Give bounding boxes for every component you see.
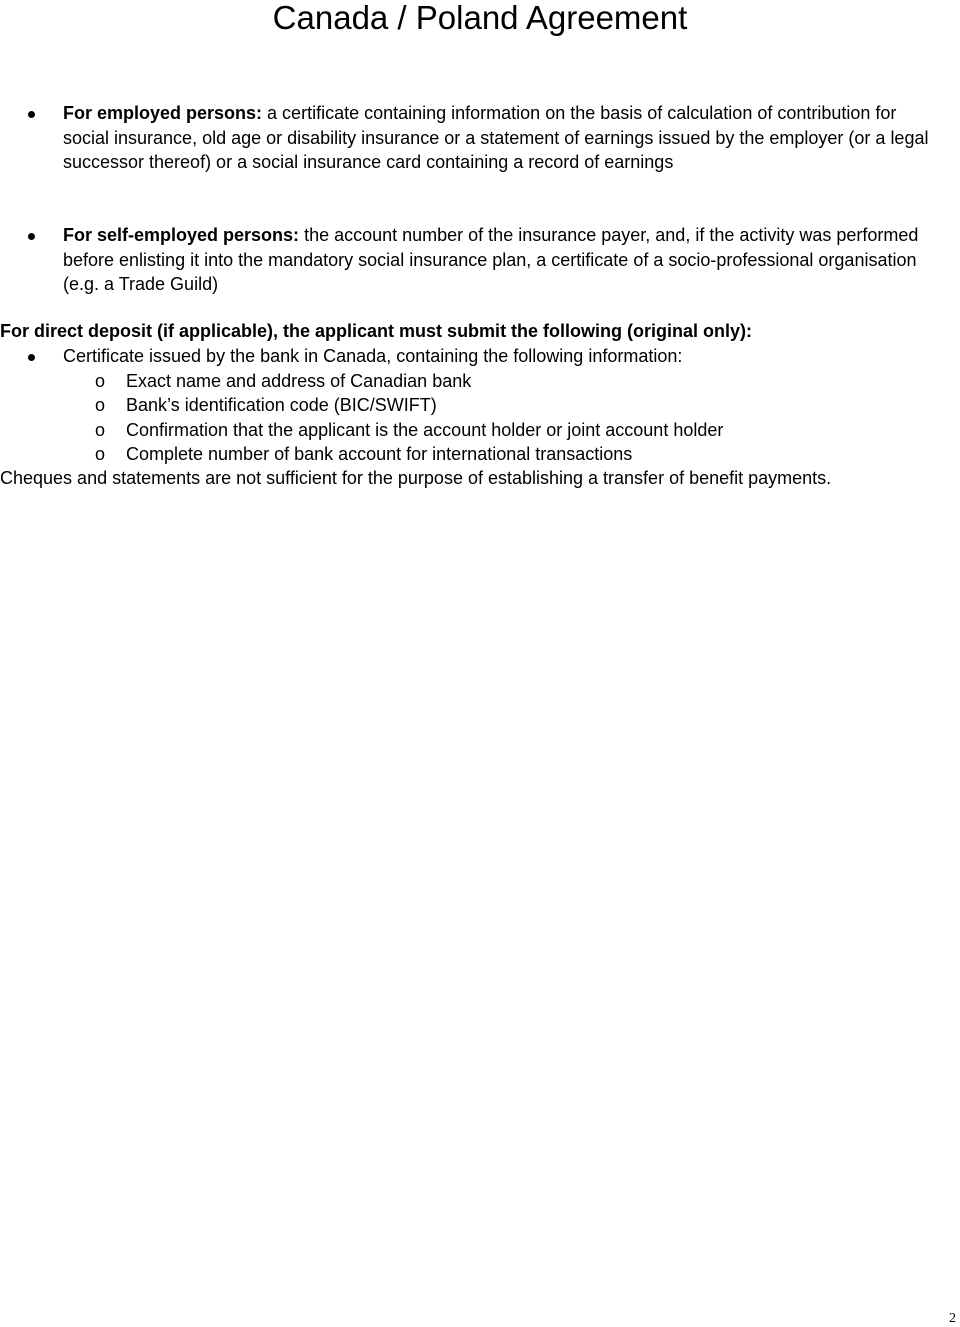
bullet-marker xyxy=(28,354,35,361)
employed-persons-item xyxy=(63,101,943,175)
document-title: Canada / Poland Agreement xyxy=(272,0,688,36)
sub-bullet-marker: o xyxy=(95,371,106,391)
bullet-marker xyxy=(28,111,35,118)
sub-item-bank-name: Exact name and address of Canadian bank xyxy=(126,371,472,391)
sub-bullet-marker: o xyxy=(95,395,106,415)
self-employed-persons-text: the account number of the insurance payer, and, if the activity was performed before enlisting it into the mandatory social insurance plan, a certificate of a socio-professional organisation (e.g. a Trade Guild) xyxy=(63,225,919,294)
sub-item-bic-swift: Bank’s identification code (BIC/SWIFT) xyxy=(126,395,437,415)
direct-deposit-heading: For direct deposit (if applicable), the applicant must submit the following (original only): xyxy=(0,321,753,341)
employed-persons-lead: For employed persons: xyxy=(63,103,263,123)
sub-item-account-holder: Confirmation that the applicant is the account holder or joint account holder xyxy=(126,420,724,440)
employed-persons-text: a certificate containing information on the basis of calculation of contribution for social insurance, old age or disability insurance or a statement of earnings issued by the employer (or a legal successor thereof) or a social insurance card containing a record of earnings xyxy=(63,103,929,172)
bullet-marker xyxy=(28,233,35,240)
self-employed-persons-item xyxy=(63,223,938,297)
cheques-note: Cheques and statements are not sufficient for the purpose of establishing a transfer of benefit payments. xyxy=(0,468,832,488)
certificate-item: Certificate issued by the bank in Canada, containing the following information: xyxy=(63,346,683,366)
sub-bullet-marker: o xyxy=(95,444,106,464)
sub-item-account-number: Complete number of bank account for international transactions xyxy=(126,444,633,464)
self-employed-persons-lead: For self-employed persons: xyxy=(63,225,300,245)
page-number: 2 xyxy=(949,1311,956,1326)
sub-bullet-marker: o xyxy=(95,420,106,440)
